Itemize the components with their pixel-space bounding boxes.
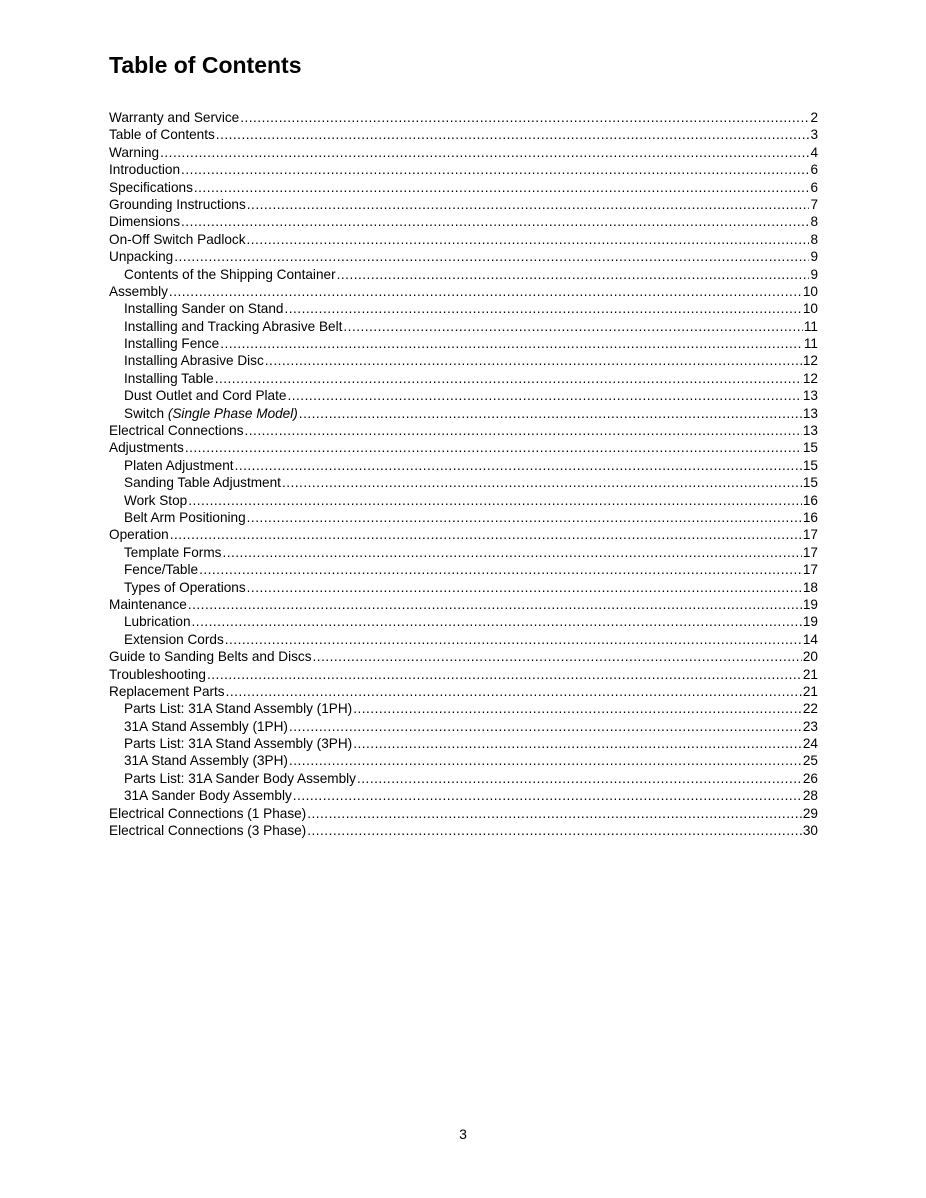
toc-entry-label: Electrical Connections (1 Phase) bbox=[109, 805, 307, 821]
toc-entry-page: 12 bbox=[802, 353, 818, 369]
toc-entry[interactable] bbox=[109, 822, 818, 839]
dot-leader bbox=[289, 718, 802, 735]
dot-leader bbox=[188, 596, 802, 613]
toc-entry-page: 26 bbox=[802, 770, 818, 786]
toc-entry-page: 6 bbox=[810, 179, 818, 195]
toc-entry-label: Electrical Connections (3 Phase) bbox=[109, 823, 307, 839]
dot-leader bbox=[289, 752, 802, 769]
toc-entry-label: Dust Outlet and Cord Plate bbox=[124, 388, 287, 404]
toc-entry[interactable] bbox=[109, 666, 818, 683]
toc-entry-page: 17 bbox=[802, 527, 818, 543]
toc-entry[interactable] bbox=[109, 683, 818, 700]
dot-leader bbox=[199, 561, 802, 578]
dot-leader bbox=[247, 509, 802, 526]
toc-entry[interactable] bbox=[109, 700, 818, 717]
toc-entry-page: 15 bbox=[802, 457, 818, 473]
toc-entry-page: 10 bbox=[802, 301, 818, 317]
dot-leader bbox=[247, 196, 810, 213]
dot-leader bbox=[215, 370, 802, 387]
toc-entry-label: Sanding Table Adjustment bbox=[124, 475, 281, 491]
dot-leader bbox=[216, 126, 810, 143]
table-of-contents bbox=[109, 109, 818, 839]
toc-entry-label: Warranty and Service bbox=[109, 110, 240, 125]
toc-entry-page: 17 bbox=[802, 544, 818, 560]
toc-entry-page: 6 bbox=[810, 162, 818, 178]
toc-entry-page: 8 bbox=[810, 214, 818, 230]
dot-leader bbox=[160, 144, 809, 161]
toc-entry-label: Lubrication bbox=[124, 614, 191, 630]
dot-leader bbox=[353, 700, 802, 717]
toc-entry-label: Installing Table bbox=[124, 370, 214, 386]
toc-entry-page: 24 bbox=[802, 736, 818, 752]
toc-entry-label: Extension Cords bbox=[124, 631, 224, 647]
toc-entry[interactable] bbox=[109, 805, 818, 822]
toc-entry-page: 11 bbox=[803, 336, 818, 352]
dot-leader bbox=[337, 266, 810, 283]
toc-entry-label: Installing Fence bbox=[124, 336, 220, 352]
dot-leader bbox=[194, 179, 810, 196]
toc-entry-page: 11 bbox=[803, 318, 818, 334]
toc-entry[interactable] bbox=[109, 561, 818, 578]
dot-leader bbox=[247, 231, 810, 248]
toc-entry[interactable] bbox=[109, 474, 818, 491]
toc-entry-page: 14 bbox=[802, 631, 818, 647]
toc-entry-page: 20 bbox=[802, 649, 818, 665]
toc-entry[interactable] bbox=[109, 752, 818, 769]
toc-entry-page: 10 bbox=[802, 283, 818, 299]
dot-leader bbox=[181, 213, 809, 230]
dot-leader bbox=[181, 161, 809, 178]
toc-entry-label: Electrical Connections bbox=[109, 423, 244, 439]
dot-leader bbox=[357, 770, 802, 787]
dot-leader bbox=[247, 579, 802, 596]
dot-leader bbox=[220, 335, 803, 352]
toc-entry-page: 9 bbox=[810, 249, 818, 265]
toc-entry[interactable] bbox=[109, 770, 818, 787]
dot-leader bbox=[170, 526, 802, 543]
toc-entry[interactable] bbox=[109, 126, 818, 143]
toc-entry-page: 16 bbox=[802, 509, 818, 525]
toc-entry-page: 29 bbox=[802, 805, 818, 821]
toc-entry[interactable] bbox=[109, 648, 818, 665]
toc-entry-page: 3 bbox=[810, 127, 818, 143]
toc-entry[interactable] bbox=[109, 596, 818, 613]
dot-leader bbox=[245, 422, 802, 439]
dot-leader bbox=[313, 648, 802, 665]
toc-entry[interactable] bbox=[109, 509, 818, 526]
dot-leader bbox=[299, 405, 802, 422]
toc-entry[interactable] bbox=[109, 457, 818, 474]
toc-entry-label: 31A Sander Body Assembly bbox=[124, 788, 292, 804]
dot-leader bbox=[192, 613, 802, 630]
toc-entry[interactable] bbox=[109, 266, 818, 283]
dot-leader bbox=[235, 457, 802, 474]
toc-entry-label: Work Stop bbox=[124, 492, 188, 508]
toc-entry-label: Unpacking bbox=[109, 249, 174, 265]
toc-entry-label: Installing Sander on Stand bbox=[124, 301, 284, 317]
toc-entry-label: Template Forms bbox=[124, 544, 222, 560]
toc-entry[interactable] bbox=[109, 439, 818, 456]
toc-entry[interactable] bbox=[109, 718, 818, 735]
toc-entry-label: Assembly bbox=[109, 283, 168, 299]
toc-entry-page: 12 bbox=[802, 370, 818, 386]
dot-leader bbox=[185, 439, 802, 456]
toc-entry-page: 18 bbox=[802, 579, 818, 595]
toc-entry-label: Operation bbox=[109, 527, 169, 543]
toc-entry-page: 23 bbox=[802, 718, 818, 734]
dot-leader bbox=[307, 822, 802, 839]
toc-entry[interactable] bbox=[109, 179, 818, 196]
toc-entry-page: 16 bbox=[802, 492, 818, 508]
toc-entry-page: 15 bbox=[802, 440, 818, 456]
toc-entry-label: Adjustments bbox=[109, 440, 184, 456]
dot-leader bbox=[343, 318, 802, 335]
toc-entry[interactable] bbox=[109, 787, 818, 804]
toc-entry-label: Switch bbox=[124, 405, 165, 421]
dot-leader bbox=[293, 787, 802, 804]
toc-entry-page: 15 bbox=[802, 475, 818, 491]
dot-leader bbox=[353, 735, 802, 752]
page-number: 3 bbox=[459, 1126, 467, 1142]
toc-entry[interactable] bbox=[109, 492, 818, 509]
toc-entry-label: Installing Abrasive Disc bbox=[124, 353, 264, 369]
toc-entry[interactable] bbox=[109, 544, 818, 561]
toc-entry[interactable] bbox=[109, 283, 818, 300]
dot-leader bbox=[284, 300, 801, 317]
toc-entry-page: 9 bbox=[810, 266, 818, 282]
toc-entry-page: 13 bbox=[802, 423, 818, 439]
toc-entry-page: 19 bbox=[802, 596, 818, 612]
toc-entry-label: Specifications bbox=[109, 179, 193, 195]
toc-entry[interactable] bbox=[109, 161, 818, 178]
dot-leader bbox=[174, 248, 809, 265]
dot-leader bbox=[169, 283, 802, 300]
toc-entry[interactable] bbox=[109, 248, 818, 265]
dot-leader bbox=[287, 387, 801, 404]
dot-leader bbox=[226, 683, 802, 700]
toc-entry-label: Maintenance bbox=[109, 596, 187, 612]
toc-entry-page: 30 bbox=[802, 823, 818, 839]
toc-entry[interactable] bbox=[109, 526, 818, 543]
toc-entry-page: 22 bbox=[802, 701, 818, 717]
toc-entry-page: 28 bbox=[802, 788, 818, 804]
toc-entry-page: 21 bbox=[802, 666, 818, 682]
dot-leader bbox=[240, 109, 809, 126]
toc-entry-label: Warning bbox=[109, 144, 160, 160]
toc-entry-page: 4 bbox=[810, 144, 818, 160]
toc-entry[interactable] bbox=[109, 613, 818, 630]
toc-entry[interactable] bbox=[109, 144, 818, 161]
toc-entry-label: Grounding Instructions bbox=[109, 196, 246, 212]
toc-entry[interactable] bbox=[109, 109, 818, 126]
dot-leader bbox=[265, 352, 802, 369]
dot-leader bbox=[207, 666, 802, 683]
toc-entry-label: Troubleshooting bbox=[109, 666, 206, 682]
toc-entry[interactable] bbox=[109, 387, 818, 404]
toc-entry[interactable] bbox=[109, 231, 818, 248]
dot-leader bbox=[188, 492, 802, 509]
toc-entry-page: 13 bbox=[802, 388, 818, 404]
toc-entry-page: 17 bbox=[802, 562, 818, 578]
toc-entry-page: 13 bbox=[802, 405, 818, 421]
toc-entry-label-note: (Single Phase Model) bbox=[167, 405, 298, 421]
toc-entry-label: Types of Operations bbox=[124, 579, 246, 595]
dot-leader bbox=[222, 544, 801, 561]
toc-entry-label: Contents of the Shipping Container bbox=[124, 266, 336, 282]
toc-entry[interactable] bbox=[109, 370, 818, 387]
toc-entry[interactable] bbox=[109, 422, 818, 439]
toc-entry[interactable] bbox=[109, 318, 818, 335]
toc-entry-label: Dimensions bbox=[109, 214, 181, 230]
toc-entry-page: 25 bbox=[802, 753, 818, 769]
toc-entry-page: 7 bbox=[810, 196, 818, 212]
toc-entry-label: 31A Stand Assembly (3PH) bbox=[124, 753, 288, 769]
dot-leader bbox=[307, 805, 802, 822]
dot-leader bbox=[282, 474, 802, 491]
toc-entry-label: Parts List: 31A Stand Assembly (3PH) bbox=[124, 736, 353, 752]
page-title: Table of Contents bbox=[109, 52, 302, 78]
toc-entry[interactable] bbox=[109, 735, 818, 752]
toc-entry[interactable] bbox=[109, 196, 818, 213]
toc-entry[interactable] bbox=[109, 352, 818, 369]
toc-entry-label: Platen Adjustment bbox=[124, 457, 234, 473]
dot-leader bbox=[225, 631, 802, 648]
toc-entry-label: Replacement Parts bbox=[109, 683, 225, 699]
toc-entry-label: Introduction bbox=[109, 162, 181, 178]
toc-entry-page: 21 bbox=[802, 683, 818, 699]
toc-entry[interactable] bbox=[109, 631, 818, 648]
toc-entry-label: Parts List: 31A Sander Body Assembly bbox=[124, 770, 356, 786]
toc-entry[interactable] bbox=[109, 213, 818, 230]
toc-entry-label: On-Off Switch Padlock bbox=[109, 231, 246, 247]
toc-entry[interactable] bbox=[109, 300, 818, 317]
toc-entry[interactable] bbox=[109, 405, 818, 422]
toc-entry-page: 2 bbox=[810, 110, 818, 125]
toc-entry[interactable] bbox=[109, 579, 818, 596]
toc-entry-label: Belt Arm Positioning bbox=[124, 509, 246, 525]
toc-entry-page: 19 bbox=[802, 614, 818, 630]
toc-entry-page: 8 bbox=[810, 231, 818, 247]
toc-entry-label: 31A Stand Assembly (1PH) bbox=[124, 718, 288, 734]
toc-entry-label: Fence/Table bbox=[124, 562, 199, 578]
toc-entry-label: Parts List: 31A Stand Assembly (1PH) bbox=[124, 701, 353, 717]
toc-entry-label: Table of Contents bbox=[109, 127, 215, 143]
toc-entry-label: Installing and Tracking Abrasive Belt bbox=[124, 318, 343, 334]
toc-entry[interactable] bbox=[109, 335, 818, 352]
toc-entry-label: Guide to Sanding Belts and Discs bbox=[109, 649, 312, 665]
